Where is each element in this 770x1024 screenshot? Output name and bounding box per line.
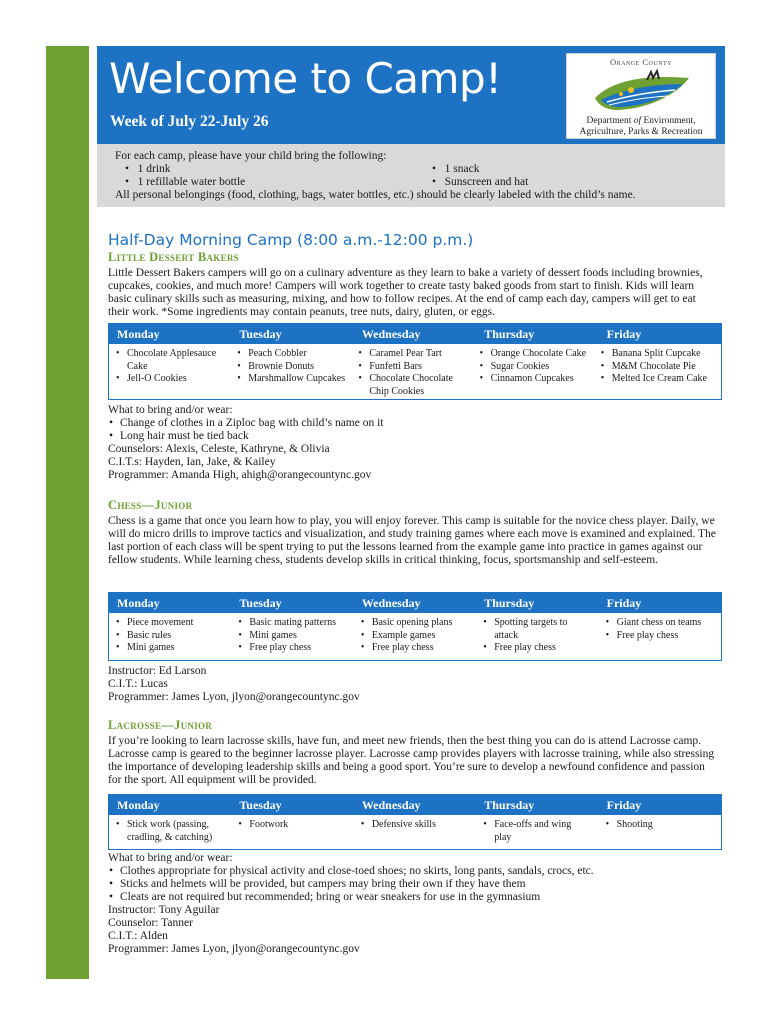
cits: C.I.T.s: Hayden, Ian, Jake, & Kailey <box>108 456 276 468</box>
day-header-friday: Friday <box>606 798 642 812</box>
activity-item: • Chocolate Applesauce Cake <box>109 348 230 373</box>
programmer: Programmer: James Lyon, jlyon@orangecountync.gov <box>108 691 360 703</box>
day-header-wednesday: Wednesday <box>361 327 421 341</box>
chess-details <box>108 665 360 704</box>
activity-item: • Piece movement <box>109 617 231 630</box>
bring-wear-item: • Sticks and helmets will be provided, but campers may bring their own if they have them <box>108 878 594 891</box>
bring-wear-item: • Cleats are not required but recommended; bring or wear sneakers for use in the gymnasium <box>108 891 594 904</box>
activity-item: • Cinnamon Cupcakes <box>473 373 594 386</box>
activity-item: • Mini games <box>109 642 231 655</box>
bring-wear-item: • Long hair must be tied back <box>108 430 383 443</box>
day-header-tuesday: Tuesday <box>239 596 282 610</box>
lacrosse-title: Lacrosse—Junior <box>108 718 213 732</box>
chess-schedule-table <box>108 592 722 661</box>
schedule-header-row <box>109 593 721 613</box>
day-column-friday <box>599 819 721 849</box>
chess-title: Chess—Junior <box>108 498 193 512</box>
page-title: Welcome to Camp! <box>109 54 502 103</box>
logo-department-line2: Agriculture, Parks & Recreation <box>579 127 703 137</box>
day-column-thursday <box>476 819 598 849</box>
day-column-thursday <box>476 617 598 660</box>
chess-description: Chess is a game that once you learn how to play, you will enjoy forever. This camp is suitable for the novice chess player. Daily, we will do micro drills to improve tactics and visualization, and study training games where each move is examined and explained. The last portion of each class will be spent trying to put the lessons learned from the example game into practice in games against our fellow students. While learning chess, students develop skills in critical thinking, focus, sportsmanship and self-esteem. <box>108 515 716 566</box>
bakers-schedule-table <box>108 323 722 400</box>
day-column-wednesday <box>354 819 476 849</box>
activity-item: • Giant chess on teams <box>599 617 721 630</box>
day-header-thursday: Thursday <box>484 798 535 812</box>
activity-item: • Free play chess <box>231 642 353 655</box>
activity-item: • Example games <box>354 630 476 643</box>
day-header-wednesday: Wednesday <box>361 798 421 812</box>
activity-item: • Shooting <box>599 819 721 832</box>
bring-wear-item: • Clothes appropriate for physical activity and close-toed shoes; no skirts, long pants, sandals, crocs, etc. <box>108 865 594 878</box>
activity-item: • Sugar Cookies <box>473 361 594 374</box>
day-column-monday <box>109 617 231 660</box>
day-column-monday <box>109 819 231 849</box>
bring-wear-item: • Change of clothes in a Ziploc bag with child’s name on it <box>108 417 383 430</box>
bring-item: • 1 refillable water bottle <box>125 176 246 188</box>
day-header-friday: Friday <box>606 327 642 341</box>
orange-county-logo <box>566 53 716 139</box>
activity-item: • Basic mating patterns <box>231 617 353 630</box>
half-day-camp-title: Half-Day Morning Camp (8:00 a.m.-12:00 p.m.) <box>108 231 474 249</box>
bring-intro: For each camp, please have your child bring the following: <box>115 150 387 162</box>
activity-item: • Chocolate Chocolate Chip Cookies <box>351 373 472 398</box>
activity-item: • Banana Split Cupcake <box>594 348 721 361</box>
landscape-logo-icon <box>591 68 693 114</box>
day-header-monday: Monday <box>117 798 160 812</box>
day-header-tuesday: Tuesday <box>239 798 282 812</box>
day-column-friday <box>594 348 721 399</box>
activity-item: • Basic opening plans <box>354 617 476 630</box>
counselors: Counselors: Alexis, Celeste, Kathryne, & Olivia <box>108 443 330 455</box>
schedule-header-row <box>109 324 721 344</box>
bakers-details <box>108 404 383 482</box>
day-header-monday: Monday <box>117 327 160 341</box>
activity-item: • Stick work (passing, cradling, & catching) <box>109 819 217 844</box>
activity-item: • M&M Chocolate Pie <box>594 361 721 374</box>
programmer: Programmer: James Lyon, jlyon@orangecountync.gov <box>108 943 360 955</box>
programmer: Programmer: Amanda High, ahigh@orangecountync.gov <box>108 469 372 481</box>
schedule-body-row <box>109 613 721 660</box>
activity-item: • Spotting targets to attack <box>476 617 576 642</box>
instructor: Instructor: Ed Larson <box>108 665 207 677</box>
bring-wear-label: What to bring and/or wear: <box>108 404 233 416</box>
bring-item: • Sunscreen and hat <box>432 176 529 188</box>
logo-department-line1: Department of Environment, <box>586 116 696 126</box>
bakers-description: Little Dessert Bakers campers will go on a culinary adventure as they learn to bake a variety of dessert foods including brownies, cupcakes, cookies, and much more! Campers will work together to create tasty baked goods from start to finish. Kids will learn basic culinary skills such as measuring, mixing, and how to follow recipes. At the end of camp each day, campers will get to eat their work. *Some ingredients may contain peanuts, tree nuts, dairy, gluten, or eggs. <box>108 267 703 318</box>
day-column-thursday <box>473 348 594 399</box>
lacrosse-details <box>108 852 594 956</box>
left-green-bar <box>46 46 89 979</box>
logo-county-name: Orange County <box>609 57 673 67</box>
activity-item: • Free play chess <box>354 642 476 655</box>
counselor: Counselor: Tanner <box>108 917 193 929</box>
day-column-wednesday <box>354 617 476 660</box>
lacrosse-schedule-table <box>108 794 722 850</box>
activity-item: • Marshmallow Cupcakes <box>230 373 351 386</box>
activity-item: • Face-offs and wing play <box>476 819 582 844</box>
activity-item: • Brownie Donuts <box>230 361 351 374</box>
activity-item: • Basic rules <box>109 630 231 643</box>
instructor: Instructor: Tony Aguilar <box>108 904 220 916</box>
day-header-thursday: Thursday <box>484 596 535 610</box>
activity-item: • Mini games <box>231 630 353 643</box>
day-column-wednesday <box>351 348 472 399</box>
activity-item: • Peach Cobbler <box>230 348 351 361</box>
day-column-tuesday <box>231 617 353 660</box>
day-column-tuesday <box>230 348 351 399</box>
schedule-body-row <box>109 815 721 849</box>
schedule-body-row <box>109 344 721 399</box>
week-dates: Week of July 22-July 26 <box>110 113 269 130</box>
bring-items-box <box>97 144 725 207</box>
activity-item: • Free play chess <box>476 642 576 655</box>
activity-item: • Footwork <box>231 819 353 832</box>
day-header-friday: Friday <box>606 596 642 610</box>
activity-item: • Funfetti Bars <box>351 361 472 374</box>
activity-item: • Jell-O Cookies <box>109 373 230 386</box>
bring-item: • 1 drink <box>125 163 171 175</box>
day-header-thursday: Thursday <box>484 327 535 341</box>
activity-item: • Free play chess <box>599 630 721 643</box>
activity-item: • Orange Chocolate Cake <box>473 348 594 361</box>
bring-item: • 1 snack <box>432 163 480 175</box>
bring-wear-label: What to bring and/or wear: <box>108 852 233 864</box>
schedule-header-row <box>109 795 721 815</box>
day-header-wednesday: Wednesday <box>361 596 421 610</box>
activity-item: • Melted Ice Cream Cake <box>594 373 721 386</box>
day-header-tuesday: Tuesday <box>239 327 282 341</box>
activity-item: • Defensive skills <box>354 819 476 832</box>
lacrosse-description: If you’re looking to learn lacrosse skills, have fun, and meet new friends, then the best thing you can do is attend Lacrosse camp. Lacrosse camp is geared to the beginner lacrosse player. Lacrosse camp provides players with lacrosse training, while also stressing the importance of developing leadership skills and being a good sport. You’re sure to develop a newfound confidence and passion for the sport. All equipment will be provided. <box>108 735 715 786</box>
cit: C.I.T.: Alden <box>108 930 168 942</box>
bakers-title: Little Dessert Bakers <box>108 250 239 264</box>
day-column-tuesday <box>231 819 353 849</box>
day-column-friday <box>599 617 721 660</box>
cit: C.I.T.: Lucas <box>108 678 168 690</box>
day-header-monday: Monday <box>117 596 160 610</box>
day-column-monday <box>109 348 230 399</box>
bring-label-note: All personal belongings (food, clothing, bags, water bottles, etc.) should be clearly labeled with the child’s name. <box>115 189 636 201</box>
activity-item: • Caramel Pear Tart <box>351 348 472 361</box>
